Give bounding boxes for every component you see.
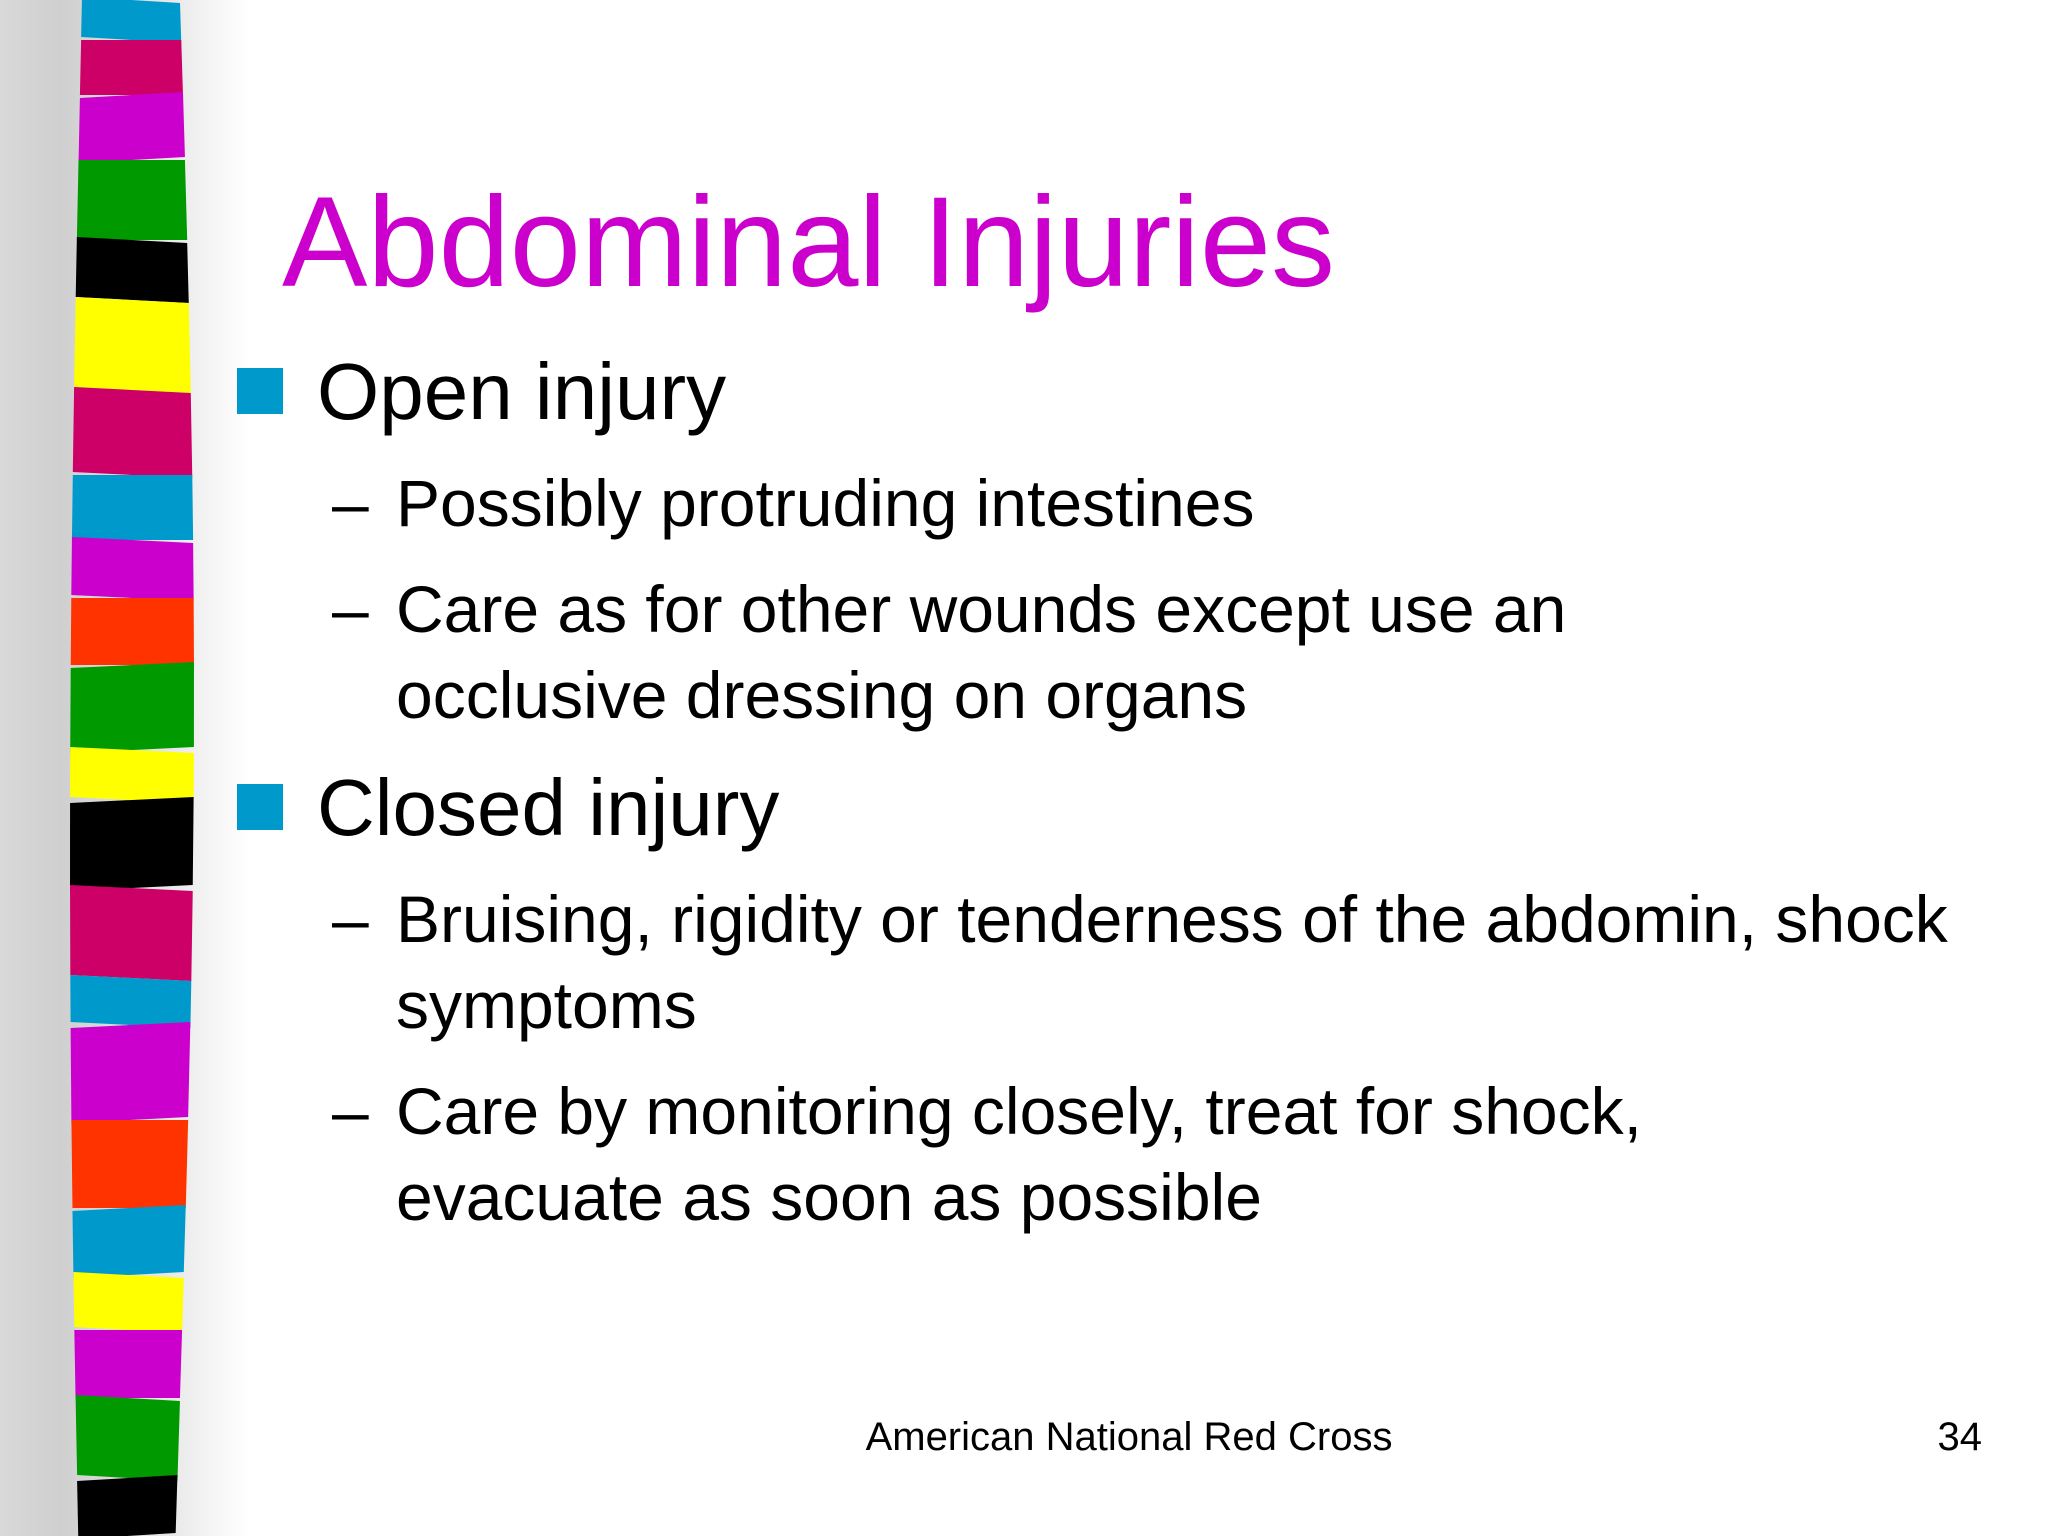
bullet-closed-injury <box>237 758 779 858</box>
dash-icon: – <box>332 1074 369 1148</box>
pole-stripe <box>70 662 194 753</box>
dash-icon: – <box>332 466 369 540</box>
bullet-heading: Closed injury <box>317 763 780 852</box>
sub-point <box>332 1068 1796 1240</box>
striped-pole-decoration <box>0 0 250 1536</box>
slide-title: Abdominal Injuries <box>282 171 1335 314</box>
pole-stripe <box>72 1205 185 1278</box>
bullet-open-injury <box>237 342 726 442</box>
pole-stripe <box>71 1022 191 1123</box>
pole-stripe <box>72 475 193 540</box>
sub-point <box>332 460 1996 546</box>
pole-stripe <box>70 747 194 803</box>
sub-point-text: Bruising, rigidity or tenderness of the abdomin, shock symptoms <box>396 882 1948 1042</box>
page-number: 34 <box>1937 1415 1982 1459</box>
pole-stripe <box>81 0 181 43</box>
pole-stripe <box>71 537 193 601</box>
pole-stripe <box>71 598 194 665</box>
pole-stripe <box>70 797 194 891</box>
pole-stripe <box>77 1475 177 1536</box>
pole-stripe <box>74 1330 182 1398</box>
sub-point <box>332 876 1996 1048</box>
pole-stripe <box>73 387 192 478</box>
bullet-heading: Open injury <box>317 347 727 436</box>
pole-stripe <box>71 1120 188 1208</box>
dash-icon: – <box>332 882 369 956</box>
dash-icon: – <box>332 572 369 646</box>
sub-point <box>332 566 1816 738</box>
pole-stripe <box>76 1395 180 1481</box>
sub-point-text: Possibly protruding intestines <box>396 466 1255 540</box>
sub-point-text: Care as for other wounds except use an occlusive dressing on organs <box>396 572 1567 732</box>
pole-stripe <box>80 40 183 95</box>
pole-stripe <box>70 885 193 981</box>
pole-stripe <box>73 1272 183 1333</box>
pole-stripe <box>77 160 187 240</box>
footer-text: American National Red Cross <box>865 1415 1393 1459</box>
pole-stripe <box>79 92 185 163</box>
pole-stripe <box>70 975 191 1028</box>
sub-point-text: Care by monitoring closely, treat for shock, evacuate as soon as possible <box>396 1074 1642 1234</box>
square-bullet-icon <box>237 368 283 414</box>
square-bullet-icon <box>237 784 283 830</box>
pole-stripe <box>76 237 189 303</box>
pole-stripe <box>74 297 191 393</box>
